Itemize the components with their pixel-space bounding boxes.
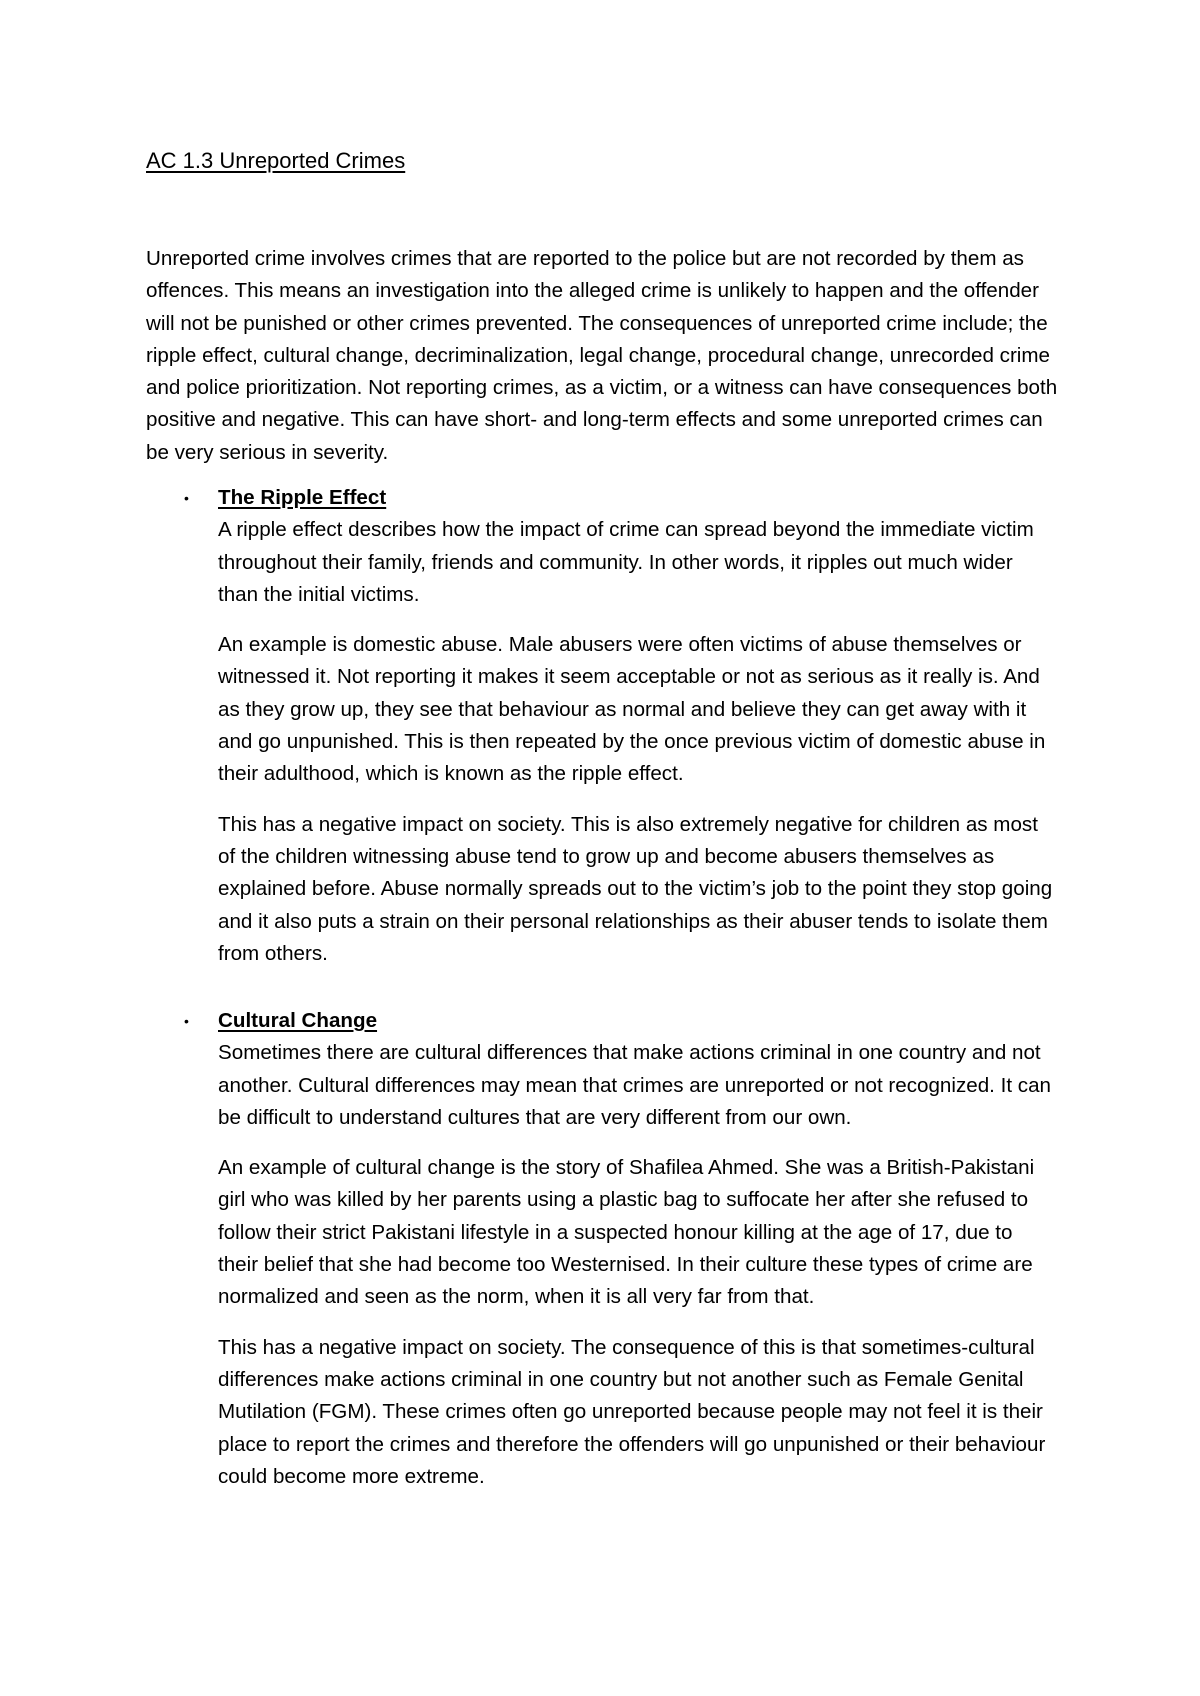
section-heading: The Ripple Effect [218, 486, 387, 509]
section-paragraph: This has a negative impact on society. The consequence of this is that sometimes-cultural differences make actions criminal in one country but not another such as Female Genital Mutilation (FGM). These crimes often go unreported because people may not feel it is their place to report the crimes and therefore the offenders will go unpunished or their behaviour could become more extreme. [218, 1335, 1046, 1488]
section-paragraph: A ripple effect describes how the impact of crime can spread beyond the immediate victim throughout their family, friends and community. In other words, it ripples out much wider than the initial victims. [218, 518, 1034, 606]
section-cultural-change [146, 1005, 1066, 1493]
bullet-icon: • [184, 490, 189, 506]
section-ripple-effect [146, 482, 1066, 970]
section-paragraph: An example is domestic abuse. Male abusers were often victims of abuse themselves or witnessed it. Not reporting it makes it seem acceptable or not as serious as it really is. And as they grow up, they see that behaviour as normal and believe they can get away with it and go unpunished. This is then repeated by the once previous victim of domestic abuse in their adulthood, which is known as the ripple effect. [218, 633, 1046, 786]
section-paragraph: This has a negative impact on society. This is also extremely negative for children as most of the children witnessing abuse tend to grow up and become abusers themselves as explained before. Abuse normally spreads out to the victim’s job to the point they stop going and it also puts a strain on their personal relationships as their abuser tends to isolate them from others. [218, 812, 1053, 965]
bullet-icon: • [184, 1013, 189, 1029]
section-paragraph: Sometimes there are cultural differences that make actions criminal in one country and not another. Cultural differences may mean that crimes are unreported or not recognized. It can be difficult to understand cultures that are very different from our own. [218, 1041, 1051, 1129]
document-title: AC 1.3 Unreported Crimes [146, 148, 406, 173]
section-heading: Cultural Change [218, 1009, 378, 1032]
intro-paragraph: Unreported crime involves crimes that are reported to the police but are not recorded by them as offences. This means an investigation into the alleged crime is unlikely to happen and the offender will not be punished or other crimes prevented. The consequences of unreported crime include; the ripple effect, cultural change, decriminalization, legal change, procedural change, unrecorded crime and police prioritization. Not reporting crimes, as a victim, or a witness can have consequences both positive and negative. This can have short- and long-term effects and some unreported crimes can be very serious in severity. [146, 247, 1058, 464]
section-paragraph: An example of cultural change is the story of Shafilea Ahmed. She was a British-Pakistani girl who was killed by her parents using a plastic bag to suffocate her after she refused to follow their strict Pakistani lifestyle in a suspected honour killing at the age of 17, due to their belief that she had become too Westernised. In their culture these types of crime are normalized and seen as the norm, when it is all very far from that. [218, 1156, 1035, 1309]
